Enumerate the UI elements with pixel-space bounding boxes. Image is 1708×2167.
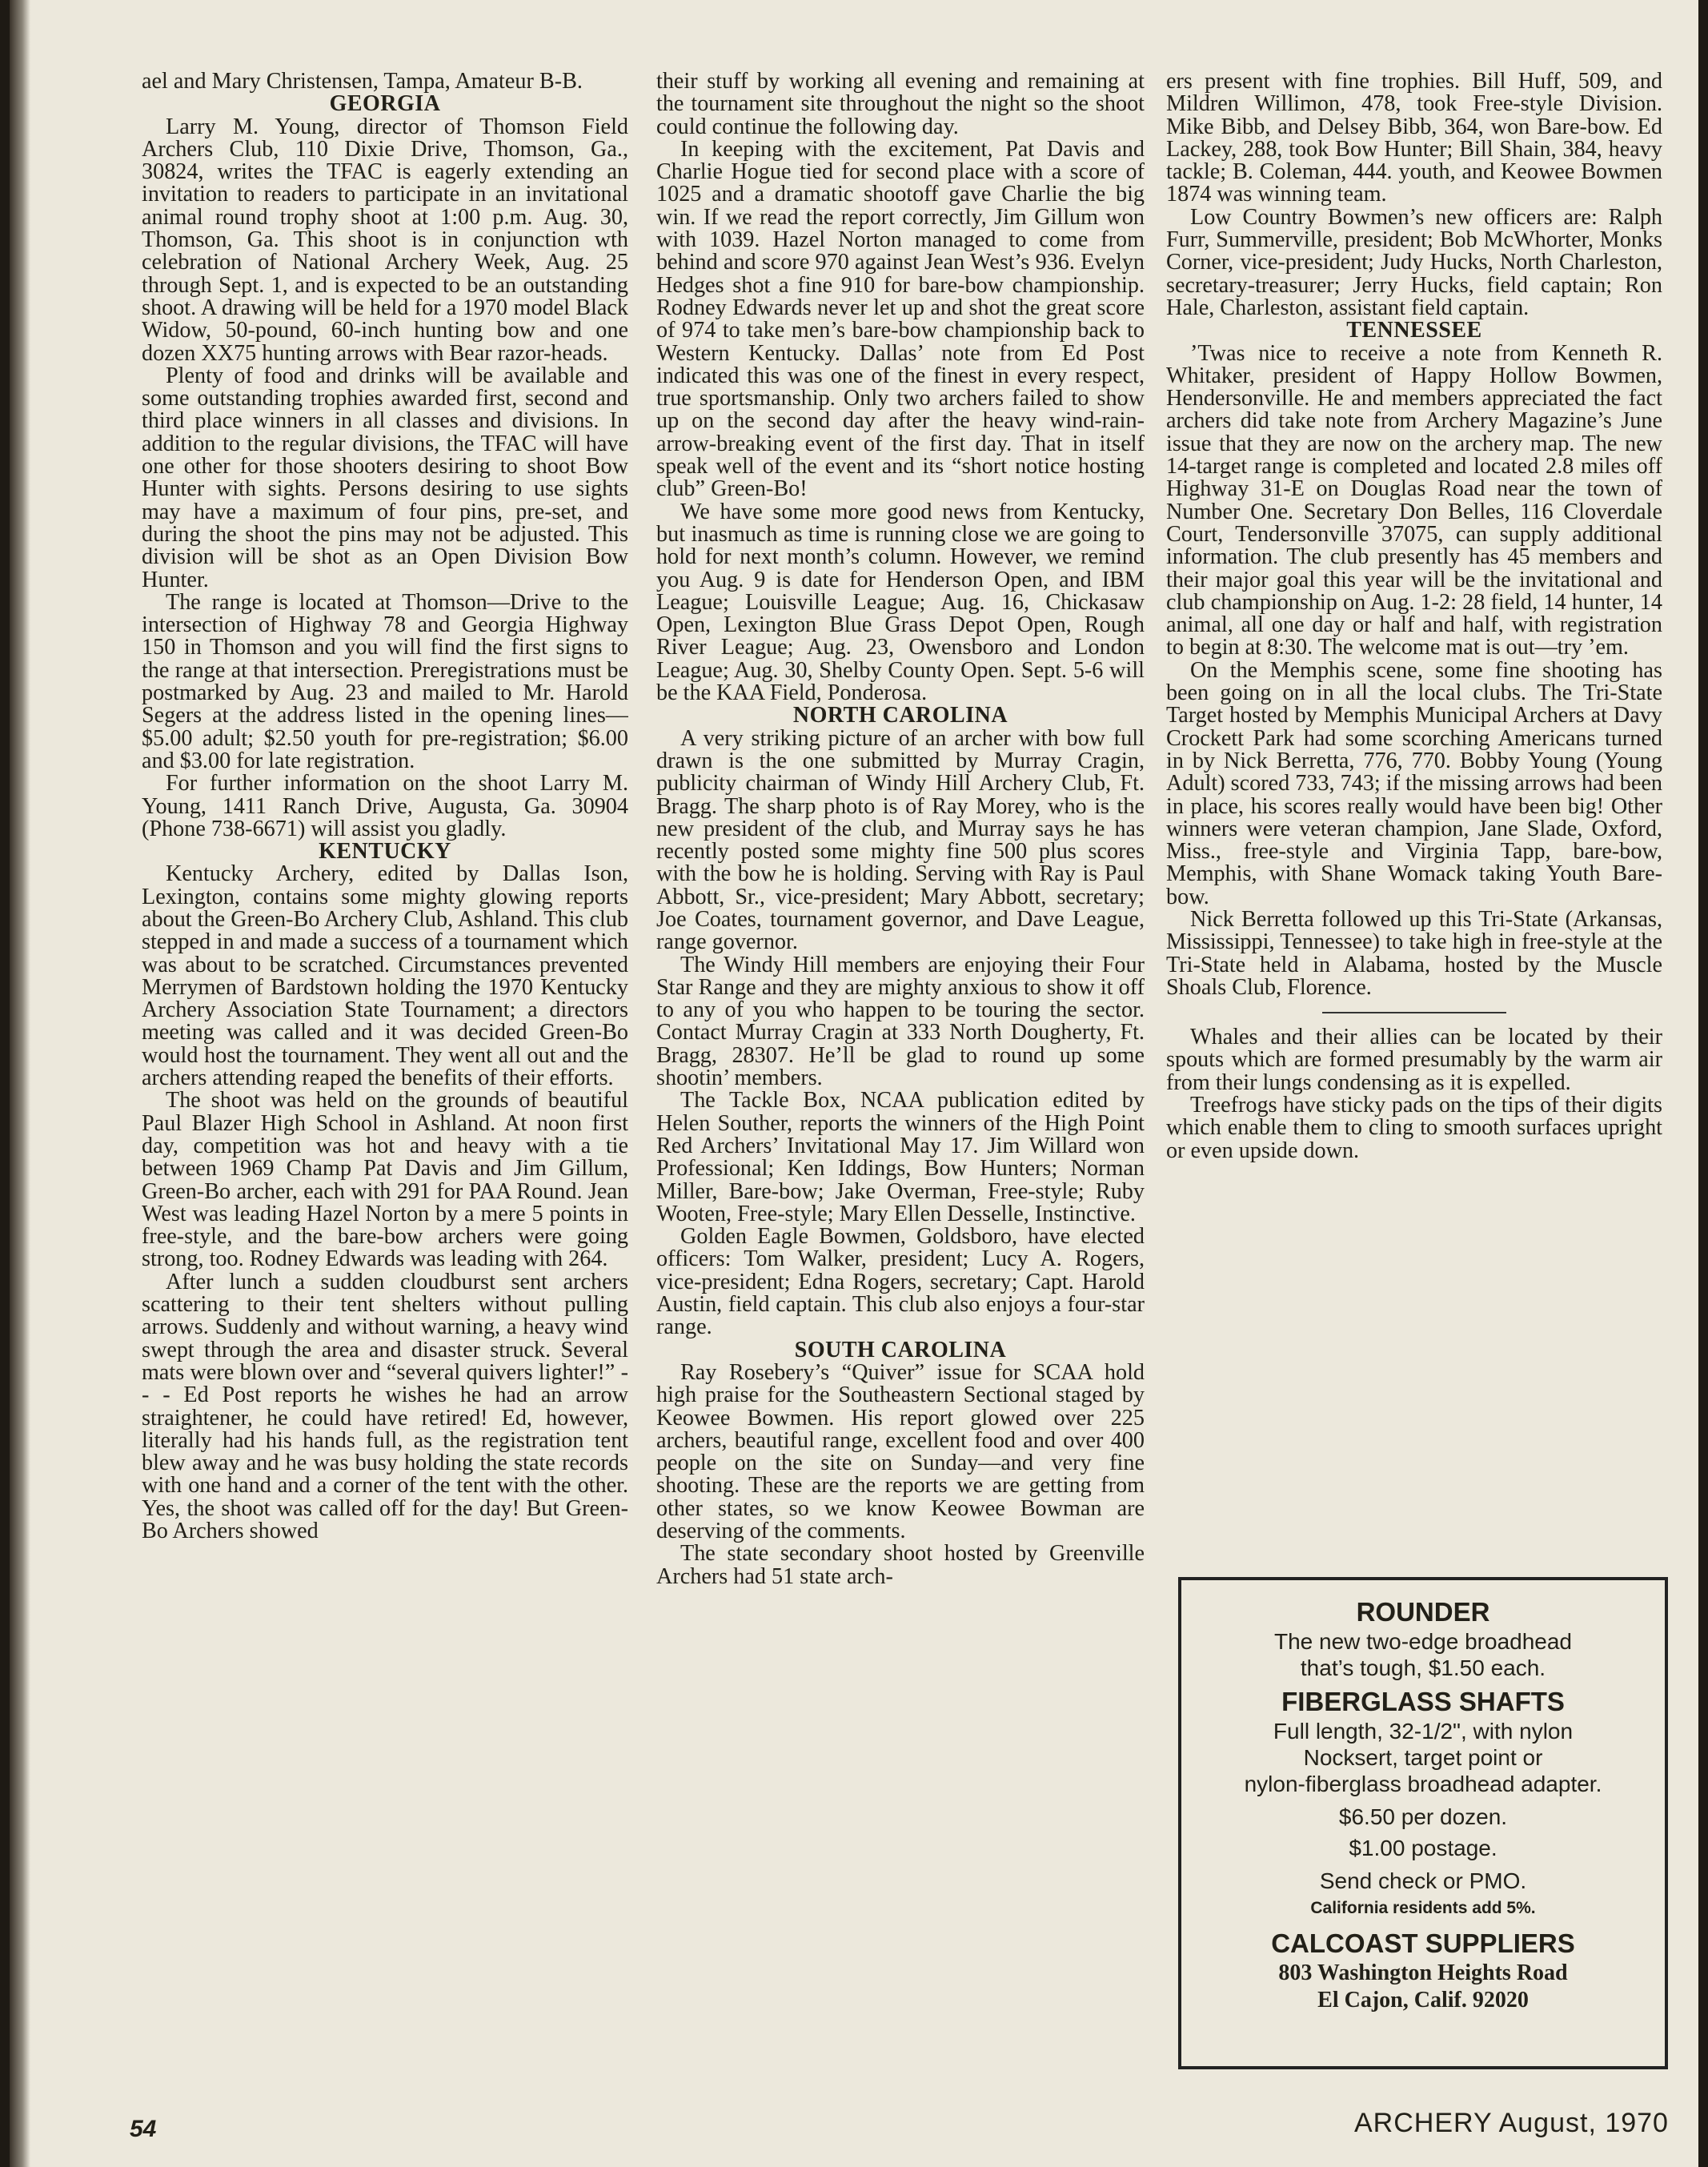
article-paragraph: For further information on the shoot Larry M. Young, 1411 Ranch Drive, Augusta, Ga. 30904 (Phone 738-6671) will assist you gladly.: [142, 771, 628, 841]
article-paragraph: Low Country Bowmen’s new officers are: Ralph Furr, Summerville, president; Bob McWhorter, Monks Corner, vice-president; Judy Hucks, North Charleston, secretary-treasurer; Jerry Hucks, field captain; Ron Hale, Charleston, assistant field captain.: [1166, 204, 1662, 320]
ad-tax-note: California residents add 5%.: [1310, 1899, 1536, 1917]
article-paragraph: Larry M. Young, director of Thomson Field Archers Club, 110 Dixie Drive, Thomson, Ga., 30824, writes the TFAC is eagerly extending an invitation to readers to participate in an invitational animal round trophy shoot at 1:00 p.m. Aug. 30, Thomson, Ga. This shoot is in conjunction wth celebration of National Archery Week, Aug. 25 through Sept. 1, and is expected to be an outstanding shoot. A drawing will be held for a 1970 model Black Widow, 50-pound, 60-inch hunting bow and one dozen XX75 hunting arrows with Bear razor-heads.: [142, 114, 628, 366]
ad-rounder-desc-line2: that’s tough, $1.50 each.: [1300, 1655, 1546, 1680]
article-paragraph: The state secondary shoot hosted by Greenville Archers had 51 state arch-: [656, 1541, 1145, 1589]
calcoast-advertisement: [1178, 1577, 1668, 2069]
article-paragraph: A very striking picture of an archer with bow full drawn is the one submitted by Murray Cragin, publicity chairman of Windy Hill Archery Club, Ft. Bragg. The sharp photo is of Ray Morey, who is the new president of the club, and Murray says he has recently posted some mighty fine 500 plus scores with the bow he is holding. Serving with Ray is Paul Abbott, Sr., vice-president; Mary Abbott, secretary; Joe Coates, tournament governor, and Dave League, range governor.: [656, 725, 1145, 955]
section-heading: SOUTH CAROLINA: [794, 1337, 1007, 1362]
article-paragraph: Whales and their allies can be located by their spouts which are formed presumably by the warm air from their lungs condensing as it is expelled.: [1166, 1025, 1662, 1095]
article-paragraph: their stuff by working all evening and remaining at the tournament site throughout the night so the shoot could continue the following day.: [656, 70, 1145, 139]
article-paragraph: The Windy Hill members are enjoying their Four Star Range and they are mighty anxious to show it off to any of you who happen to be touring the sector. Contact Murray Cragin at 333 North Dougherty, Ft. Bragg, 28307. He’ll be glad to round up some shootin’ members.: [656, 952, 1145, 1091]
ad-title-rounder: ROUNDER: [1356, 1597, 1490, 1627]
page-spine-shadow: [10, 0, 30, 2167]
ad-rounder-desc-line1: The new two-edge broadhead: [1273, 1629, 1573, 1654]
ad-shafts-desc-line3: nylon-fiberglass broadhead adapter.: [1244, 1772, 1602, 1796]
article-paragraph: Kentucky Archery, edited by Dallas Ison, Lexington, contains some mighty glowing reports about the Green-Bo Archery Club, Ashland. This club stepped in and made a success of a tournament which was about to be scratched. Circumstances prevented Merrymen of Bardstown holding the 1970 Kentucky Archery Association State Tournament; a directors meeting was called and it was decided Green-Bo would host the tournament. They went all out and the archers attending reaped the benefits of their efforts.: [142, 861, 628, 1091]
article-paragraph: After lunch a sudden cloudburst sent archers scattering to their tent shelters without pulling arrows. Suddenly and without warning, a heavy wind swept through the area and disaster struck. Several mats were blown over and “several quivers lighter!” - - - Ed Post reports he wishes he had an arrow straightener, he could have retired! Ed, however, literally had his hands full, as the registration tent blew away and he was busy holding the state records with one hand and a corner of the tent with the other. Yes, the shoot was called off for the day! But Green-Bo Archers showed: [142, 1269, 628, 1543]
section-heading: NORTH CAROLINA: [792, 703, 1008, 728]
ad-shafts-desc-line1: Full length, 32-1/2", with nylon: [1273, 1719, 1574, 1744]
article-paragraph: ers present with fine trophies. Bill Huff, 509, and Mildren Willimon, 478, took Free-style Division. Mike Bibb, and Delsey Bibb, 364, won Bare-bow. Ed Lackey, 288, took Bow Hunter; Bill Shain, 384, heavy tackle; B. Coleman, 444. youth, and Keowee Bowmen 1874 was winning team.: [1166, 70, 1662, 207]
ad-company-name: CALCOAST SUPPLIERS: [1271, 1928, 1575, 1958]
section-heading: GEORGIA: [329, 91, 441, 117]
ad-price: $6.50 per dozen.: [1338, 1804, 1508, 1829]
article-paragraph: Plenty of food and drinks will be available and some outstanding trophies awarded first, second and third place winners in all classes and divisions. In addition to the regular divisions, the TFAC will have one other for those shooters desiring to shoot Bow Hunter with sights. Persons desiring to use sights may have a maximum of four pins, pre-set, and during the shoot the pins may not be adjusted. This division will be shot as an Open Division Bow Hunter.: [142, 363, 628, 592]
magazine-page: [10, 0, 1698, 2167]
article-paragraph: On the Memphis scene, some fine shooting has been going on in all the local clubs. The Tri-State Target hosted by Memphis Municipal Archers at Davy Crockett Park had some scorching Americans turned in by Nick Berretta, 776, 770. Bobby Young (Young Adult) scored 733, 743; if the missing arrows had been in place, his scores really would have been big! Other winners were veteran champion, Jane Slade, Oxford, Miss., free-style and Virginia Tapp, bare-bow, Memphis, with Shane Womack taking Youth Bare-bow.: [1166, 657, 1662, 909]
article-paragraph: Treefrogs have sticky pads on the tips of their digits which enable them to cling to smooth surfaces upright or even upside down.: [1166, 1093, 1662, 1163]
ad-send-payment: Send check or PMO.: [1319, 1868, 1527, 1893]
article-paragraph: Golden Eagle Bowmen, Goldsboro, have elected officers: Tom Walker, president; Lucy A. Rogers, vice-president; Edna Rogers, secretary; Capt. Harold Austin, field captain. This club also enjoys a four-star range.: [656, 1224, 1145, 1340]
article-paragraph: The shoot was held on the grounds of beautiful Paul Blazer High School in Ashland. At noon first day, competition was hot and heavy with a tie between 1969 Champ Pat Davis and Jim Gillum, Green-Bo archer, each with 291 for PAA Round. Jean West was leading Hazel Norton by a mere 5 points in free-style, and the bare-bow archers were going strong, too. Rodney Edwards was leading with 264.: [142, 1088, 628, 1272]
section-heading: TENNESSEE: [1346, 318, 1482, 343]
magazine-footer: ARCHERY August, 1970: [1354, 2108, 1669, 2138]
ad-street-address: 803 Washington Heights Road: [1278, 1960, 1568, 1985]
article-paragraph: In keeping with the excitement, Pat Davis and Charlie Hogue tied for second place with a score of 1025 and a dramatic shootoff gave Charlie the big win. If we read the report correctly, Jim Gillum won with 1039. Hazel Norton managed to come from behind and score 970 against Jean West’s 936. Evelyn Hedges shot a fine 910 for bare-bow championship. Rodney Edwards never let up and shot the great score of 974 to take men’s bare-bow championship back to Western Kentucky. Dallas’ note from Ed Post indicated this was one of the finest in every respect, true sportsmanship. Only two archers failed to show up on the second day after the heavy wind-rain-arrow-breaking event of the first day. That in itself speak well of the event and its “short notice hosting club” Green-Bo!: [656, 136, 1145, 502]
article-paragraph: We have some more good news from Kentucky, but inasmuch as time is running close we are going to hold for next month’s column. However, we remind you Aug. 9 is date for Henderson Open, and IBM League; Louisville League; Aug. 16, Chickasaw Open, Lexington Blue Grass Depot Open, Rough River League; Aug. 23, Owensboro and London League; Aug. 30, Shelby County Open. Sept. 5-6 will be the KAA Field, Ponderosa.: [656, 499, 1145, 706]
section-divider: [1322, 1012, 1506, 1013]
ad-title-fiberglass-shafts: FIBERGLASS SHAFTS: [1281, 1687, 1565, 1716]
article-column-2: [656, 70, 1145, 2068]
article-paragraph: Nick Berretta followed up this Tri-State (Arkansas, Mississippi, Tennessee) to take high in free-style at the Tri-State held in Alabama, hosted by the Muscle Shoals Club, Florence.: [1166, 906, 1662, 1000]
ad-city-address: El Cajon, Calif. 92020: [1317, 1988, 1529, 2013]
article-paragraph: The Tackle Box, NCAA publication edited by Helen Souther, reports the winners of the High Point Red Archers’ Invitational May 17. Jim Willard won Professional; Ken Iddings, Bow Hunters; Norman Miller, Bare-bow; Jake Overman, Free-style; Ruby Wooten, Free-style; Mary Ellen Desselle, Instinctive.: [656, 1088, 1145, 1226]
article-paragraph: The range is located at Thomson—Drive to the intersection of Highway 78 and Georgia Highway 150 in Thomson and you will find the first signs to the range at that intersection. Preregistrations must be postmarked by Aug. 23 and mailed to Mr. Harold Segers at the address listed in the opening lines—$5.00 adult; $2.50 youth for pre-registration; $6.00 and $3.00 for late registration.: [142, 589, 628, 773]
ad-shafts-desc-line2: Nocksert, target point or: [1303, 1745, 1543, 1770]
article-column-3: [1166, 70, 1662, 1567]
page-number: 54: [130, 2116, 157, 2142]
section-heading: KENTUCKY: [319, 839, 451, 865]
ad-postage: $1.00 postage.: [1349, 1836, 1498, 1860]
article-paragraph: ’Twas nice to receive a note from Kenneth R. Whitaker, president of Happy Hollow Bowmen, Hendersonville. He and members appreciated the fact archers did take note from Archery Magazine’s June issue that they are now on the archery map. The new 14-target range is completed and located 2.8 miles off Highway 31-E on Douglas Road near the town of Number One. Secretary Don Belles, 116 Cloverdale Court, Tendersonville 37075, can supply additional information. The club presently has 45 members and their major goal this year will be the invitational and club championship on Aug. 1-2: 28 field, 14 hunter, 14 animal, all one day or half and half, with registration to begin at 8:30. The welcome mat is out—try ’em.: [1166, 340, 1662, 660]
article-column-1: [142, 70, 628, 2068]
article-paragraph: ael and Mary Christensen, Tampa, Amateur B-B.: [142, 70, 583, 94]
article-paragraph: Ray Rosebery’s “Quiver” issue for SCAA hold high praise for the Southeastern Sectional staged by Keowee Bowmen. His report glowed over 225 archers, beautiful range, excellent food and over 400 people on the site on Sunday—and very fine shooting. These are the reports we are getting from other states, so we know Keowee Bowman are deserving of the comments.: [656, 1359, 1145, 1543]
